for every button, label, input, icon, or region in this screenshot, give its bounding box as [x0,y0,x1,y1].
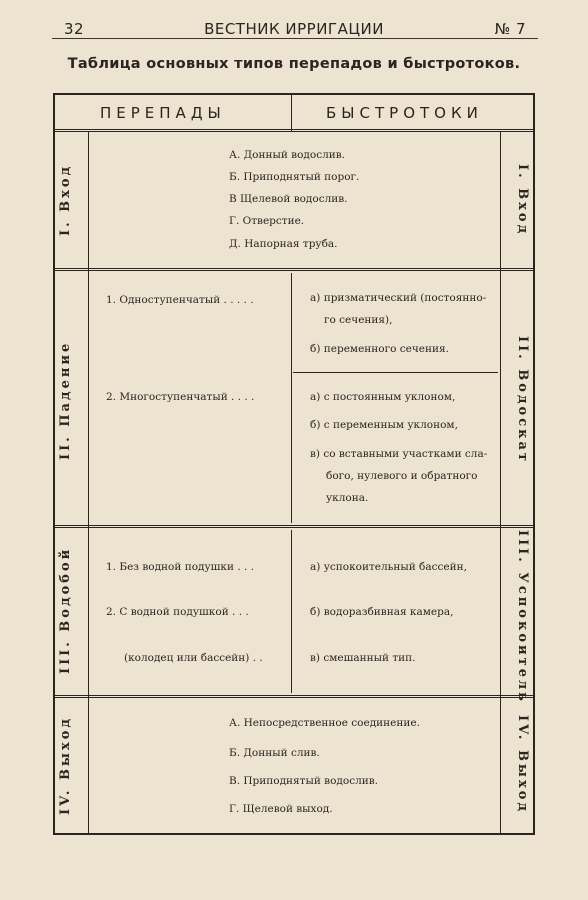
exit-item: Б. Донный слив. [229,747,320,759]
chute-item: а) с постоянным уклоном, [310,391,456,403]
issue-number: № 7 [494,20,526,38]
label-entry-left: I. Вход [58,163,73,237]
label-drop-left: II. Падение [58,340,73,460]
chute-item: в) со вставными участками сла- [310,448,488,460]
page-number: 32 [64,20,85,38]
column-head-chutes: БЫСТРОТОКИ [326,104,483,122]
chute-item: а) призматический (постоянно- [310,292,487,304]
drop-single: 1. Одноступенчатый . . . . . [106,294,254,306]
divider-entry [55,268,533,271]
entry-item: А. Донный водослив. [229,149,345,161]
chute-item: б) переменного сечения. [310,343,449,355]
table-title: Таблица основных типов перепадов и быстротоков. [67,56,521,72]
entry-item: В Щелевой водослив. [229,193,348,205]
label-exit-left: IV. Выход [58,715,73,815]
label-entry-right: I. Вход [515,163,530,237]
drop-middle-divider [291,273,292,523]
chute-subdivider [293,372,498,373]
stilling-left-item: 2. С водной подушкой . . . [106,606,249,618]
label-stilling-left: III. Водобой [58,546,73,674]
column-head-divider [291,95,292,131]
stilling-right-item: в) смешанный тип. [310,652,416,664]
stilling-right-item: а) успокоительный бассейн, [310,561,467,573]
entry-item: Г. Отверстие. [229,215,305,227]
header-rule [52,38,538,39]
exit-item: В. Приподнятый водослив. [229,775,378,787]
entry-item: Д. Напорная труба. [229,238,338,250]
stilling-left-item: (колодец или бассейн) . . [124,652,263,664]
right-label-rule [500,131,501,833]
divider-drop [55,525,533,528]
divider-stilling [55,695,533,698]
chute-item: бого, нулевого и обратного [326,470,478,482]
stilling-middle-divider [291,530,292,693]
chute-item: б) с переменным уклоном, [310,419,458,431]
left-label-rule [88,131,89,833]
label-drop-right: II. Водоскат [515,336,530,464]
exit-item: А. Непосредственное соединение. [229,717,420,729]
label-stilling-right: III. Успокоитель [515,530,530,704]
label-exit-right: IV. Выход [515,715,530,815]
exit-item: Г. Щелевой выход. [229,803,333,815]
stilling-left-item: 1. Без водной подушки . . . [106,561,255,573]
divider-head [55,129,533,132]
chute-item: го сечения), [324,314,393,326]
column-head-drops: ПЕРЕПАДЫ [100,104,226,122]
journal-title: ВЕСТНИК ИРРИГАЦИИ [204,20,384,38]
chute-item: уклона. [326,492,369,504]
entry-item: Б. Приподнятый порог. [229,171,360,183]
stilling-right-item: б) водоразбивная камера, [310,606,454,618]
drop-multi: 2. Многоступенчатый . . . . [106,391,255,403]
